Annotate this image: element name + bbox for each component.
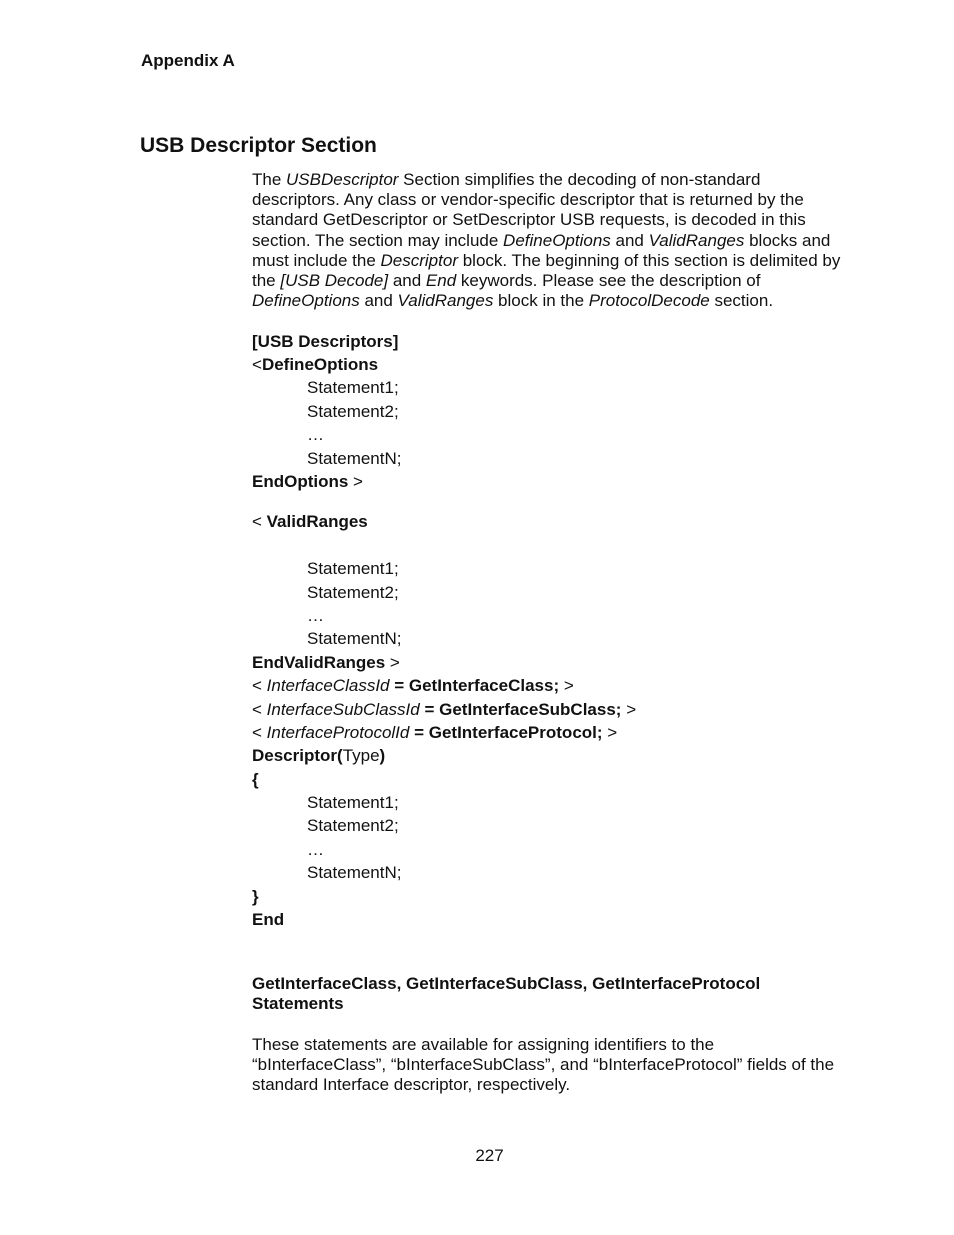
code-define-options-open: <DefineOptions: [252, 355, 379, 374]
code-open-brace: {: [252, 770, 259, 789]
code-interface-protocol-line: < InterfaceProtocolId = GetInterfaceProtocol; >: [252, 723, 618, 742]
code-statement: Statement2;: [307, 816, 399, 835]
code-end-options: EndOptions >: [252, 472, 363, 491]
code-statement: StatementN;: [307, 629, 402, 648]
code-valid-ranges-open: < ValidRanges: [252, 512, 368, 531]
code-end: End: [252, 910, 285, 929]
section-title: USB Descriptor Section: [140, 134, 377, 157]
code-interface-class-line: < InterfaceClassId = GetInterfaceClass; >: [252, 676, 574, 695]
code-statement: Statement1;: [307, 378, 399, 397]
code-ellipsis: …: [307, 840, 324, 859]
code-interface-subclass-line: < InterfaceSubClassId = GetInterfaceSubClass; >: [252, 700, 637, 719]
code-statement: Statement1;: [307, 793, 399, 812]
statements-description: These statements are available for assigning identifiers to the “bInterfaceClass”, “bInterfaceSubClass”, and “bInterfaceProtocol” fields of the standard Interface descriptor, respectively.: [252, 1035, 835, 1095]
code-statement: Statement2;: [307, 583, 399, 602]
code-ellipsis: …: [307, 606, 324, 625]
page-number: 227: [475, 1146, 504, 1165]
code-close-brace: }: [252, 887, 259, 906]
code-descriptor-line: Descriptor(Type): [252, 746, 386, 765]
statements-heading: GetInterfaceClass, GetInterfaceSubClass, GetInterfaceProtocol Statements: [252, 974, 761, 1013]
code-end-valid-ranges: EndValidRanges >: [252, 653, 400, 672]
code-statement: StatementN;: [307, 863, 402, 882]
intro-paragraph: The USBDescriptor Section simplifies the decoding of non-standard descriptors. Any class or vendor-specific descriptor that is returned by the standard GetDescriptor or SetDescriptor USB requests, is decoded in this section. The section may include DefineOptions and ValidRanges blocks and must include the Descriptor block. The beginning of this section is delimited by the [USB Decode] and End keywords. Please see the description of DefineOptions and ValidRanges block in the ProtocolDecode section.: [252, 170, 841, 311]
code-statement: StatementN;: [307, 449, 402, 468]
code-statement: Statement1;: [307, 559, 399, 578]
code-usb-descriptors: [USB Descriptors]: [252, 332, 399, 351]
code-ellipsis: …: [307, 425, 324, 444]
running-header: Appendix A: [141, 51, 235, 70]
code-statement: Statement2;: [307, 402, 399, 421]
